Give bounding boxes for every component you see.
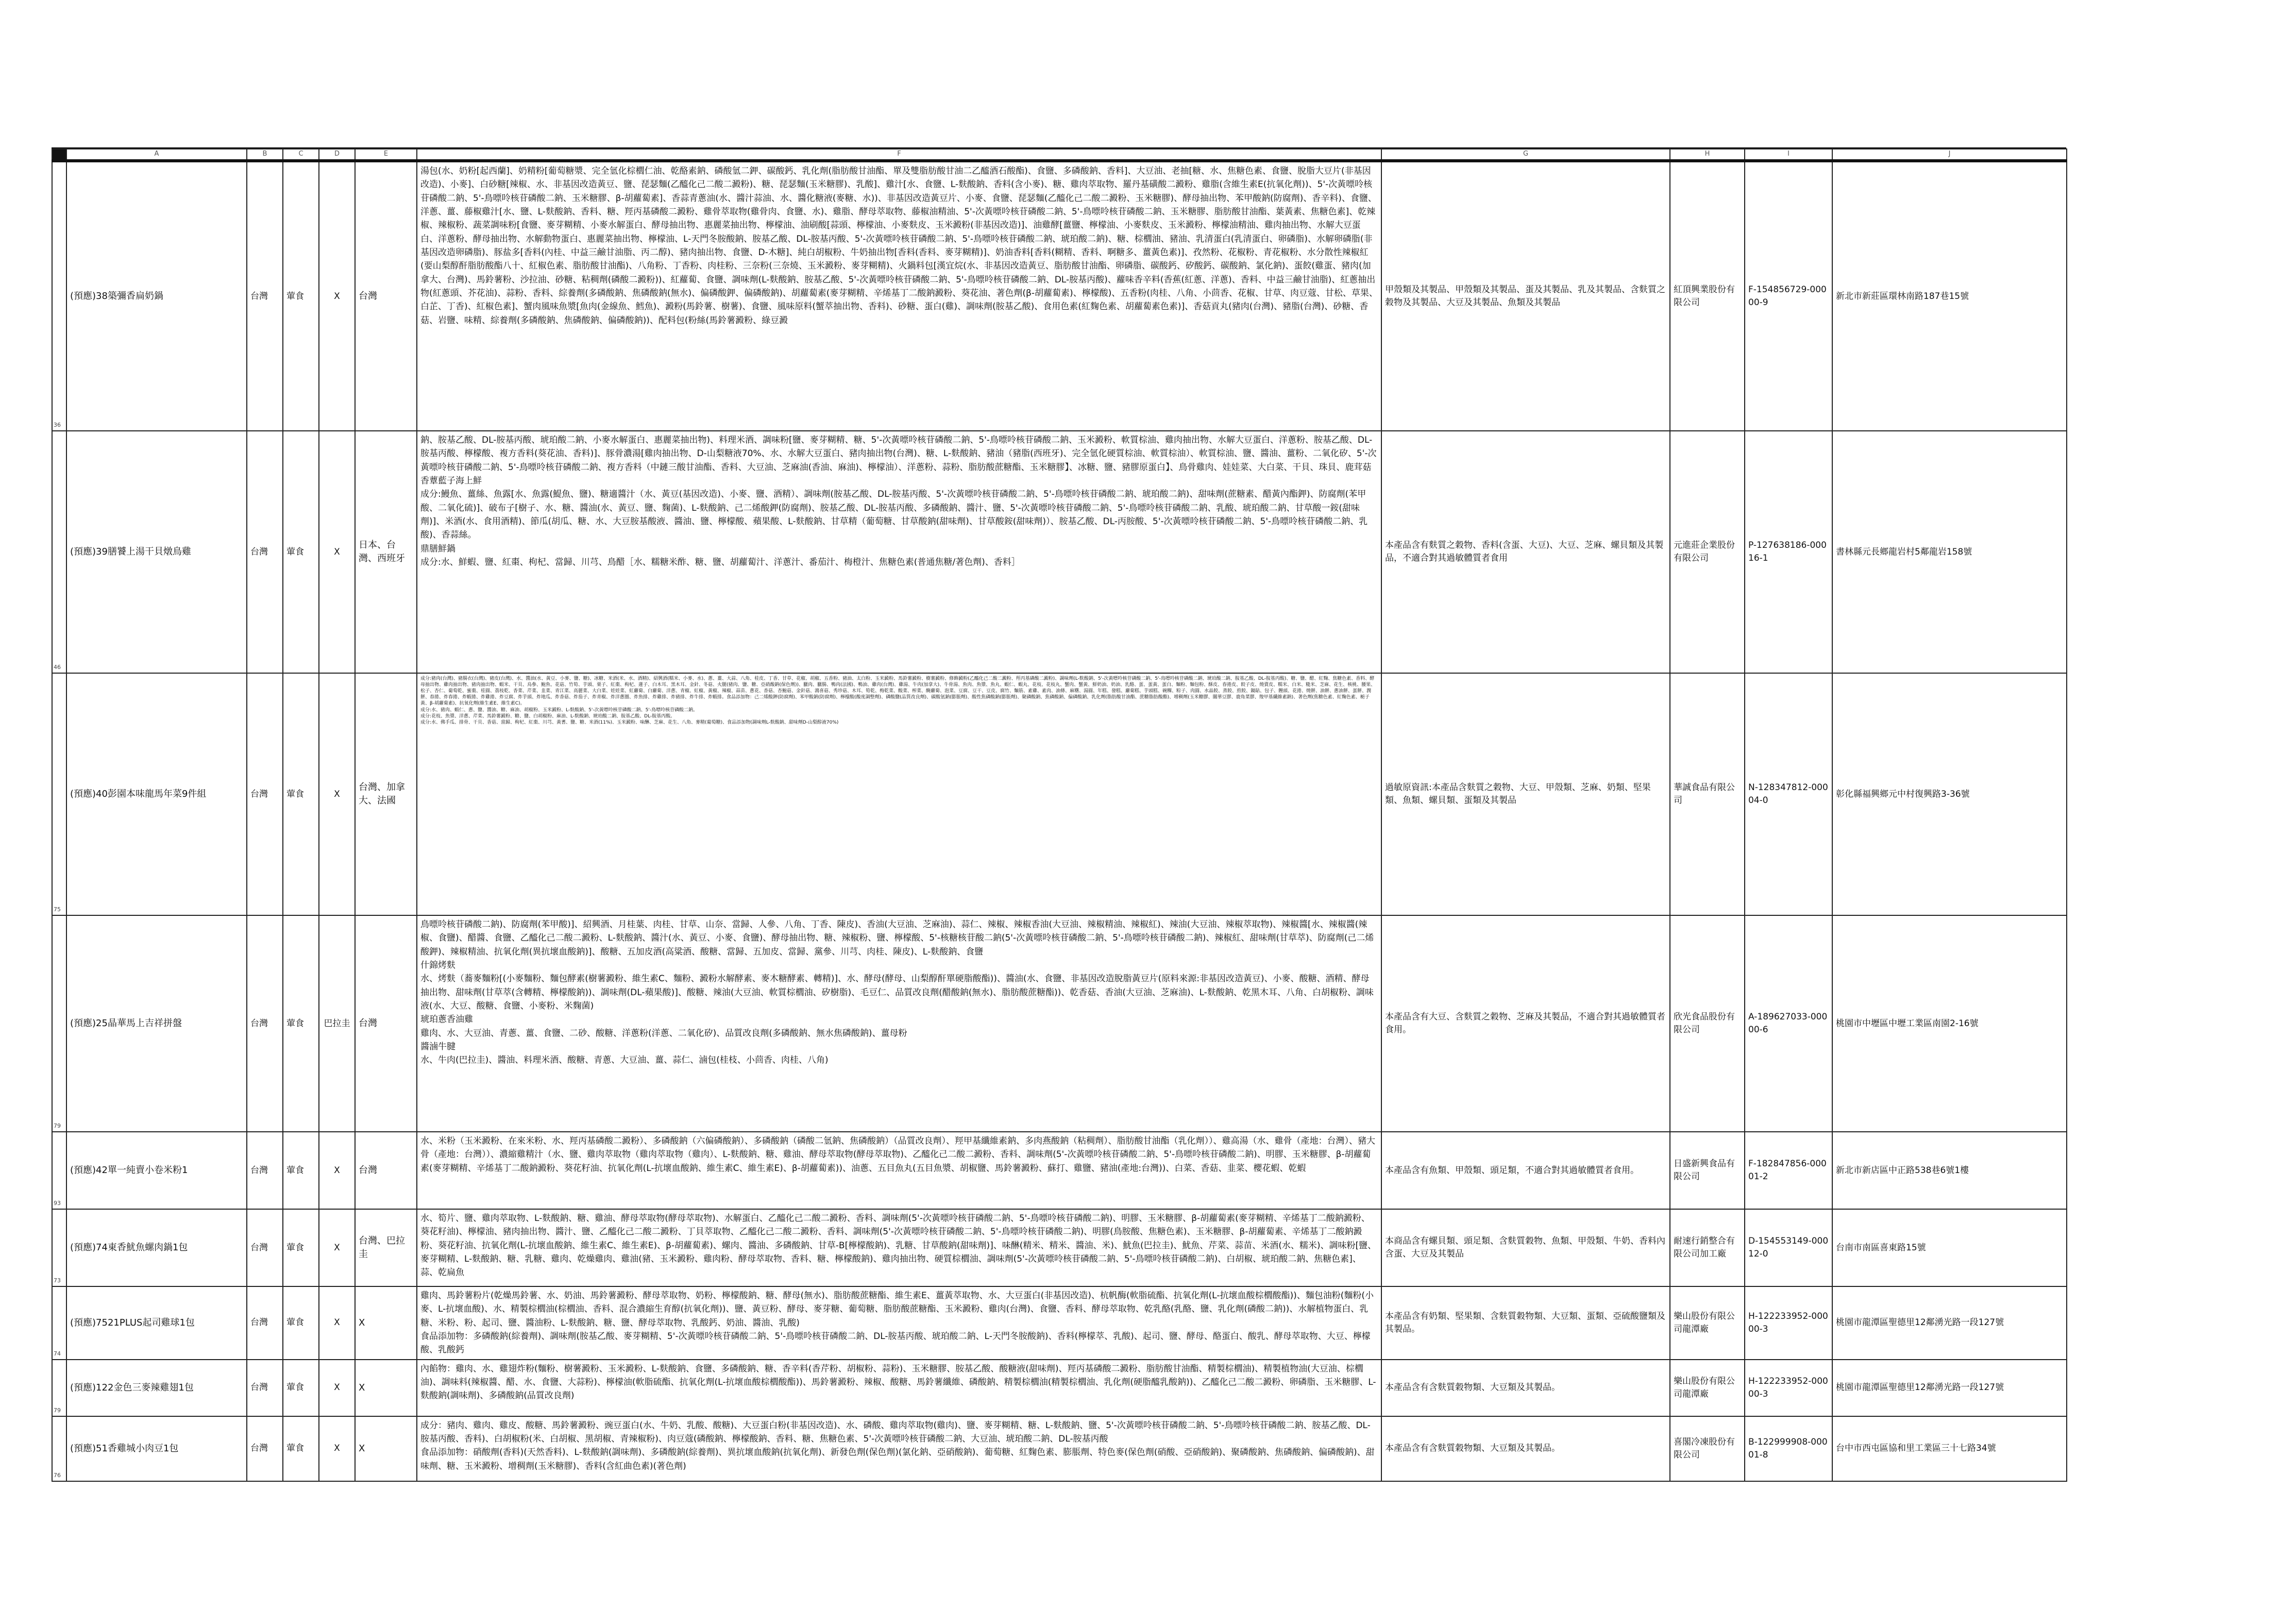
address-cell[interactable]: 新北市新店區中正路538巷6號1樓	[1832, 1132, 2067, 1209]
ingredients-cell[interactable]: 內餡物：雞肉、水、雞翅炸粉(麵粉、樹薯澱粉、玉米澱粉、L-麩酸鈉、食鹽、多磷酸鈉、糖、香辛料(香芹粉、胡椒粉、蒜粉)、玉米糖膠、胺基乙酸、酸糖液(甜味劑)、羥丙基磷酸二澱粉、脂肪酸甘油酯、精製棕櫚油)、精製植物油(大豆油、棕櫚油)、調味料(辣椒醬、醋、水、食鹽、大蒜粉)、檸檬油(軟脂硫酯、抗氧化劑(L-抗壞血酸棕櫚酸酯))、馬鈴薯澱粉、辣椒、酸糖、馬鈴薯纖維、磷酸鈉、精製棕櫚油(精製棕櫚油、乳化劑(硬脂醯乳酸鈉))、乙醯化己二酸二澱粉、卵磷脂、玉米糖膠、L-麩酸鈉(調味劑)、多磷酸鈉(品質改良劑)	[417, 1360, 1381, 1416]
ingredients-cell[interactable]: 成分：豬肉、雞肉、雞皮、酸糖、馬鈴薯澱粉、豌豆蛋白(水、牛奶、乳酸、酸糖)、大豆蛋白粉(非基因改造)、水、磷酸、雞肉萃取物(雞肉)、鹽、麥芽糊精、糖、L-麩酸鈉、鹽、5'-次黃嘌呤核苷磷酸二鈉、5'-鳥嘌呤核苷磷酸二鈉、胺基乙酸、DL-胺基丙酸、香料)、白胡椒粉(米、白胡椒、黑胡椒、青辣椒粉)、肉豆蔻(磷酸鈉、檸檬酸鈉、香料、糖、焦糖色素、5'-次黃嘌呤核苷磷酸二鈉、大豆油、琥珀酸二鈉、DL-胺基丙酸 食品添加物：硝酸劑(香料)(天然香料)、L-麩酸鈉(調味劑)、多磷酸鈉(綜養劑)、異抗壞血酸鈉(抗氧化劑)、新發色劑(保色劑)(氯化鈉、亞硝酸鈉)、葡萄糖、紅麴色素、膨脹劑、特色麥(保色劑(硝酸、亞硝酸鈉)、聚磷酸鈉、焦磷酸鈉、偏磷酸鈉)、甜味劑、糖、玉米澱粉、增稠劑(玉米糖膠)、香料(含紅曲色素)(著色劑)	[417, 1416, 1381, 1481]
company-cell[interactable]: 元進莊企業股份有限公司	[1670, 431, 1745, 673]
row-number[interactable]: 46	[52, 431, 66, 673]
ingredients-cell[interactable]: 成分:豬肉(台灣)、豬腸衣(台灣)、豬皮(台灣)、水、醬油(水、黃豆、小麥、鹽、糖)、冰糖、米酒(米、水、酒精)、紹興酒(糯米、小麥、水)、蔥、薑、大蒜、八角、桂皮、丁香、甘草、花椒、胡椒、五香粉、豬油、太白粉、玉米澱粉、馬鈴薯澱粉、樹薯澱粉、修飾澱粉(乙醯化己二酸二澱粉、羥丙基磷酸二澱粉)、調味劑(L-麩酸鈉、5'-次黃嘌呤核苷磷酸二鈉、5'-鳥嘌呤核苷磷酸二鈉、琥珀酸二鈉、胺基乙酸、DL-胺基丙酸)、糖、鹽、醋、紅麴、焦糖色素、香料、酵母抽出物、雞肉抽出物、豬肉抽出物、蝦米、干貝、烏參、鮑魚、花菇、竹筍、芋頭、栗子、紅棗、枸杞、蓮子、白木耳、黑木耳、金針、冬菇、火腿(豬肉、鹽、糖、亞硝酸鈉(保色劑))、臘肉、臘腸、鴨肉(法國)、鴨油、雞肉(台灣)、雞湯、牛肉(加拿大)、牛骨湯、魚肉、魚漿、魚丸、蝦仁、蝦丸、花枝、花枝丸、蟹肉、蟹黃、鮮奶油、奶油、乳酪、蛋、蛋黃、蛋白、麵粉、麵包粉、酥皮、春捲皮、餃子皮、燒賣皮、糯米、白米、糙米、芝麻、花生、核桃、腰果、松子、杏仁、葡萄乾、蜜棗、桂圓、荔枝乾、香菜、芹菜、韭菜、青江菜、高麗菜、大白菜、娃娃菜、紅蘿蔔、白蘿蔔、洋蔥、青椒、紅椒、黃椒、辣椒、蒜苗、蔥花、香菇、杏鮑菇、金針菇、鴻喜菇、秀珍菇、木耳、筍乾、梅乾菜、酸菜、榨菜、醃蘿蔔、泡菜、豆腐、豆干、豆皮、腐竹、麵筋、素雞、素肉、油條、麻糬、湯圓、年糕、發糕、蘿蔔糕、芋頭糕、碗粿、粽子、肉圓、水晶餃、蒸餃、煎餃、鍋貼、包子、饅頭、花捲、燒餅、油餅、蔥油餅、蛋餅、潤餅、春捲、炸春捲、炸蝦捲、炸雞捲、炸豆腐、炸芋頭、炸地瓜、炸香菇、炸茄子、炸青椒、炸洋蔥圈、炸魚排、炸雞排、炸豬排、炸牛排、炸蝦排。食品添加物：己二烯酸鉀(防腐劑)、苯甲酸鈉(防腐劑)、檸檬酸(酸度調整劑)、磷酸鹽(品質改良劑)、碳酸氫鈉(膨脹劑)、酸性焦磷酸鈉(膨脹劑)、聚磷酸鈉、焦磷酸鈉、偏磷酸鈉、乳化劑(脂肪酸甘油酯、蔗糖脂肪酸酯)、增稠劑(玉米糖膠、關華豆膠、鹿角菜膠、羧甲基纖維素鈉)、著色劑(焦糖色素、紅麴色素、梔子黃、β-胡蘿蔔素)、抗氧化劑(維生素E、維生素C)。 成分:水、豬肉、蝦仁、蔥、鹽、醬油、糖、麻油、胡椒粉、玉米澱粉、L-麩酸鈉、5'-次黃嘌呤核苷磷酸二鈉、5'-鳥嘌呤核苷磷酸二鈉。 成分:花枝、魚漿、洋蔥、芹菜、馬鈴薯澱粉、糖、鹽、白胡椒粉、麻油、L-麩酸鈉、琥珀酸二鈉、胺基乙酸、DL-胺基丙酸。 成分:水、佛手瓜、排骨、干貝、香菇、當歸、枸杞、紅棗、川芎、黃耆、鹽、糖、米酒(11%)、玉米澱粉、味醂、芝麻、花生、八角、麥精(葡萄糖)、食品添加物(調味劑L-麩酸鈉、甜味劑D-山梨醇液70%)	[417, 673, 1381, 915]
column-header-g[interactable]: G	[1381, 149, 1670, 161]
registration-cell[interactable]: D-154553149-00012-0	[1745, 1209, 1832, 1286]
table-row	[52, 1132, 2067, 1209]
company-cell[interactable]: 樂山股份有限公司龍潭廠	[1670, 1286, 1745, 1360]
registration-cell[interactable]: A-189627033-00000-6	[1745, 915, 1832, 1132]
column-header-j[interactable]: J	[1832, 149, 2067, 161]
column-header-d[interactable]: D	[319, 149, 355, 161]
origin-cell[interactable]: 台灣	[355, 1132, 417, 1209]
table-row	[52, 1360, 2067, 1416]
table-row	[52, 673, 2067, 915]
address-cell[interactable]: 彰化縣福興鄉元中村復興路3-36號	[1832, 673, 2067, 915]
product-name[interactable]: (預應)42單一純賣小卷米粉1	[66, 1132, 247, 1209]
company-cell[interactable]: 華誠食品有限公司	[1670, 673, 1745, 915]
table-row	[52, 915, 2067, 1132]
company-cell[interactable]: 日盛新興食品有限公司	[1670, 1132, 1745, 1209]
column-header-b[interactable]: B	[247, 149, 283, 161]
allergen-cell[interactable]: 本商品含有螺貝類、頭足類、含麩質穀物、魚類、甲殼類、牛奶、香料內含蛋、大豆及其製品	[1381, 1209, 1670, 1286]
allergen-cell[interactable]: 本產品含有奶類、堅果類、含麩質穀物類、大豆類、蛋類、亞硫酸鹽類及其製品。	[1381, 1286, 1670, 1360]
column-header-c[interactable]: C	[283, 149, 319, 161]
ingredients-cell[interactable]: 湯包(水、奶粉[起西蘭]、奶精粉[葡萄糖漿、完全氫化棕櫚仁油、乾酪素鈉、磷酸氫二鉀、碳酸鈣、乳化劑(脂肪酸甘油酯、單及雙脂肪酸甘油二乙醯酒石酸酯)、食鹽、多磷酸鈉、香料]、大豆油、老抽[糖、水、焦糖色素、食鹽、脫脂大豆片(非基因改造)、小麥]、白砂糖[辣椒、水、非基因改造黃豆、鹽、琵瑟麵(乙醯化己二酸二澱粉)、糖、琵瑟麵(玉米糖膠)、乳酸]、雞汁[水、食鹽、L-麩酸鈉、香料(含小麥)、糖、雞肉萃取物、羅丹基磺酸二澱粉、雞脂(含維生素E(抗氧化劑))、5'-次黃嘌呤核苷磷酸二鈉、5'-鳥嘌呤核苷磷酸二鈉、玉米糖膠、β-胡蘿蔔素]、香蒜青蔥油(水、醬汁蒜油、水、醬化糖液(麥糖、水))、非基因改造黃豆片、小麥、食鹽、琵瑟麵(乙醯化己二酸二澱粉、玉米糖膠)、酵母抽出物、苯甲酸鈉(防腐劑)、香辛料)、食鹽、洋蔥、薑、藤椒雞汁[水、鹽、L-麩酸鈉、香料、糖、羥丙基磷酸二澱粉、雞骨萃取物(雞骨肉、食鹽、水)、雞脂、酵母萃取物、藤椒油精油、5'-次黃嘌呤核苷磷酸二鈉、5'-鳥嘌呤核苷磷酸二鈉、玉米糖膠、脂肪酸甘油酯、葉黃素、焦糖色素]、乾辣椒、辣椒粉、蔬菜調味粉[食鹽、麥芽糊精、小麥水解蛋白、酵母抽出物、惠麗菜抽出物、檸檬油、油刷酸[蒜頭、檸檬油、小麥麩皮、玉米澱粉(非基因改造)]、油雞酵[薑鹽、檸檬油、小麥麩皮、玉米澱粉、檸檬油精油、雞肉抽出物、水解大豆蛋白、洋蔥粉、酵母抽出物、水解動物蛋白、惠麗菜抽出物、檸檬油、L-天門冬胺酸鈉、胺基乙酸、DL-胺基丙酸、5'-次黃嘌呤核苷磷酸二鈉、5'-鳥嘌呤核苷磷酸二鈉、琥珀酸二鈉)、糖、棕櫚油、豬油、乳清蛋白(乳清蛋白、卵磷脂)、水解卵磷脂(非基因改造卵磷脂)、豚盐多[香料(內桂、中益三鹼甘油脂、丙二醇)、豬肉抽出物、食鹽、D-木糖]、純白胡椒粉、牛奶抽出物[香料(香料、麥芽糊精)]、奶油香料[香料(糊精、香料、啊糖多、薑黃色素)]、孜然粉、花椒粉、青花椒粉、水分散性辣椒紅(要山梨醇酐脂肪酸酯八十、紅椒色素、脂肪酸甘油酯)、八角粉、丁香粉、肉桂粉、三奈粉(三奈燒、玉米澱粉、麥芽糊精)、火鍋料包[漢宜烷(水、非基因改造黃豆、脂肪酸甘油酯、卵磷脂、碳酸鈣、矽酸鈣、碳酸鈉、氯化鈉)、蛋餃(雞蛋、豬肉(加拿大、台灣)、馬鈴薯粉、沙拉油、砂糖、粘稠劑(磷酸二澱粉))、紅蘿蔔、食鹽、調味劑(L-麩酸鈉、胺基乙酸、5'-次黃嘌呤核苷磷酸二鈉、5'-鳥嘌呤核苷磷酸二鈉、DL-胺基丙酸)、蘿味香辛料(香蕉(紅蔥、洋蔥)、香料、中益三鹼甘油脂)、紅蔥抽出物(紅蔥頭、芥花油)、蒜粉、香料、綜養劑(多磷酸鈉、焦磷酸鈉(無水)、偏磷酸鉀、偏磷酸鈉)、胡蘿蔔素(麥芽糊精、辛烯基丁二酸鈉澱粉、葵花油、著色劑(β-胡蘿蔔素)、檸檬酸)、五香粉(肉桂、八角、小茴香、花椒、甘草、肉豆蔻、甘松、草果、白芷、丁香)、紅椒色素]、蟹肉風味魚漿[魚肉(金線魚、鱈魚)、澱粉(馬鈴薯、樹薯)、食鹽、風味原料(蟹萃抽出物、香料)、砂糖、蛋白(雞)、調味劑(胺基乙酸)、食用色素(紅麴色素、胡蘿蔔素色素)]、香菇貢丸(豬肉(台灣)、豬脂(台灣)、砂糖、香菇、岩鹽、味精、綜養劑(多磷酸鈉、焦磷酸鈉、偏磷酸鈉))、配料包(粉絲(馬鈴薯澱粉、綠豆澱	[417, 161, 1381, 431]
table-row	[52, 1286, 2067, 1360]
origin-cell[interactable]: X	[355, 1360, 417, 1416]
column-header-row	[52, 149, 2067, 161]
mark-cell[interactable]: X	[319, 431, 355, 673]
region-cell[interactable]: 台灣	[247, 1360, 283, 1416]
allergen-cell[interactable]: 本產品含有大豆、含麩質之穀物、芝麻及其製品，不適合對其過敏體質者食用。	[1381, 915, 1670, 1132]
row-number[interactable]: 76	[52, 1416, 66, 1481]
mark-cell[interactable]: X	[319, 1286, 355, 1360]
region-cell[interactable]: 台灣	[247, 1286, 283, 1360]
table-row	[52, 431, 2067, 673]
company-cell[interactable]: 耐速行銷整合有限公司加工廠	[1670, 1209, 1745, 1286]
type-cell[interactable]: 葷食	[283, 161, 319, 431]
address-cell[interactable]: 桃園市中壢區中壢工業區南園2-16號	[1832, 915, 2067, 1132]
registration-cell[interactable]: F-154856729-00000-9	[1745, 161, 1832, 431]
region-cell[interactable]: 台灣	[247, 673, 283, 915]
registration-cell[interactable]: P-127638186-00016-1	[1745, 431, 1832, 673]
row-number[interactable]: 74	[52, 1286, 66, 1360]
registration-cell[interactable]: B-122999908-00001-8	[1745, 1416, 1832, 1481]
registration-cell[interactable]: H-122233952-00000-3	[1745, 1360, 1832, 1416]
origin-cell[interactable]: X	[355, 1286, 417, 1360]
registration-cell[interactable]: N-128347812-00004-0	[1745, 673, 1832, 915]
address-cell[interactable]: 桃園市龍潭區聖德里12鄰湧光路一段127號	[1832, 1286, 2067, 1360]
product-name[interactable]: (預應)25晶華馬上吉祥拼盤	[66, 915, 247, 1132]
product-name[interactable]: (預應)7521PLUS起司雞球1包	[66, 1286, 247, 1360]
ingredients-cell[interactable]: 鳥嘌呤核苷磷酸二鈉)、防腐劑(苯甲酸)]、紹興酒、月桂葉、肉桂、甘草、山奈、當歸、人參、八角、丁香、陳皮)、香油(大豆油、芝麻油)、蒜仁、辣椒、辣椒香油(大豆油、辣椒精油、辣椒紅)、辣油(大豆油、辣椒萃取物)、辣椒醬[水、辣椒醬(辣椒、食鹽)、醋醬、食鹽、乙醯化己二酸二澱粉、L-麩酸鈉、醬汁(水、黃豆、小麥、食鹽)、酵母抽出物、糖、辣椒粉、鹽、檸檬酸、5'-核糖核苷酸二鈉(5'-次黃嘌呤核苷磷酸二鈉、5'-鳥嘌呤核苷磷酸二鈉)、辣椒紅、甜味劑(甘草萃)、防腐劑(己二烯酸鉀)、辣椒精油、抗氧化劑(異抗壞血酸鈉)]、酸糖、五加皮酒(高粱酒、酸糖、當歸、五加皮、當歸、黨參、川芎、肉桂、陳皮)、L-麩酸鈉、食鹽 什錦烤麩 水、烤麩（蕎麥麵粉[(小麥麵粉、麵包酵素(樹薯澱粉、維生素C、麵粉、澱粉水解酵素、麥木糖酵素、轉精)]、水、酵母(酵母、山梨醇酐單硬脂酸酯))、醬油(水、食鹽、非基因改造脫脂黃豆片(原料來源:非基因改造黃豆)、小麥、酸糖、酒精、酵母抽出物、甜味劑(甘草萃(含轉精、檸檬酸鈉))、調味劑(DL-蘋果酸)]、酸糖、辣油(大豆油、軟質棕櫚油、矽樹脂)、毛豆仁、品質改良劑(醋酸鈉(無水)、脂肪酸蔗糖酯))、乾香菇、香油(大豆油、芝麻油)、L-麩酸鈉、乾黑木耳、八角、白胡椒粉、調味液(水、大豆、酸糖、食鹽、小麥粉、米麴菌) 琥珀蔥香油雞 雞肉、水、大豆油、青蔥、薑、食鹽、二砂、酸糖、洋蔥粉(洋蔥、二氧化矽)、品質改良劑(多磷酸鈉、無水焦磷酸鈉)、薑母粉 醬滷牛腱 水、牛肉(巴拉圭)、醬油、料理米酒、酸糖、青蔥、大豆油、薑、蒜仁、滷包(桂枝、小茴香、肉桂、八角)	[417, 915, 1381, 1132]
type-cell[interactable]: 葷食	[283, 431, 319, 673]
allergen-cell[interactable]: 本產品含有魚類、甲殼類、頭足類，不適合對其過敏體質者食用。	[1381, 1132, 1670, 1209]
company-cell[interactable]: 紅頂興業股份有限公司	[1670, 161, 1745, 431]
type-cell[interactable]: 葷食	[283, 915, 319, 1132]
region-cell[interactable]: 台灣	[247, 1209, 283, 1286]
table-row	[52, 1209, 2067, 1286]
type-cell[interactable]: 葷食	[283, 1209, 319, 1286]
origin-cell[interactable]: 台灣	[355, 915, 417, 1132]
region-cell[interactable]: 台灣	[247, 161, 283, 431]
allergen-cell[interactable]: 本產品含有麩質之穀物、香料(含蛋、大豆)、大豆、芝麻、螺貝類及其製品，不適合對其過敏體質者食用	[1381, 431, 1670, 673]
column-header-h[interactable]: H	[1670, 149, 1745, 161]
table-row	[52, 161, 2067, 431]
origin-cell[interactable]: 日本、台灣、西班牙	[355, 431, 417, 673]
mark-cell[interactable]: X	[319, 1209, 355, 1286]
ingredients-cell[interactable]: 水、米粉（玉米澱粉、在來米粉、水、羥丙基磷酸二澱粉）、多磷酸鈉（六偏磷酸鈉）、多磷酸鈉（磷酸二氫鈉、焦磷酸鈉）（品質改良劑）、羥甲基纖維素鈉、多肉燕酸鈉（粘稠劑）、脂肪酸甘油酯（乳化劑））、雞高湯（水、雞骨（產地：台灣）、豬大骨（產地：台灣））、濃縮雞精汁（水、鹽、雞肉萃取物（雞肉萃取物（雞肉）、L-麩酸鈉、糖、雞油、酵母萃取物(酵母萃取物)、乙醯化己二酸二澱粉、香料、調味劑(5'-次黃嘌呤核苷磷酸二鈉、5'-鳥嘌呤核苷磷酸二鈉)、明膠、玉米糖膠、β-胡蘿蔔素(麥芽糊精、辛烯基丁二酸鈉澱粉、葵花籽油、抗氧化劑(L-抗壞血酸鈉、維生素C、維生素E)、β-胡蘿蔔素))、油蔥、五目魚丸(五目魚漿、胡椒鹽、馬鈴薯澱粉、蘇打、雞鹽、豬油(產地:台灣))、白菜、香菇、韭菜、櫻花蝦、乾蝦	[417, 1132, 1381, 1209]
row-number[interactable]: 93	[52, 1132, 66, 1209]
region-cell[interactable]: 台灣	[247, 1132, 283, 1209]
region-cell[interactable]: 台灣	[247, 431, 283, 673]
mark-cell[interactable]: X	[319, 1360, 355, 1416]
product-table	[52, 148, 2067, 1482]
row-number[interactable]: 73	[52, 1209, 66, 1286]
registration-cell[interactable]: H-122233952-00000-3	[1745, 1286, 1832, 1360]
product-name[interactable]: (預應)40彭園本味龍馬年菜9件組	[66, 673, 247, 915]
allergen-cell[interactable]: 本產品含有含麩質穀物類、大豆類及其製品。	[1381, 1416, 1670, 1481]
ingredients-cell[interactable]: 水、筍片、鹽、雞肉萃取物、L-麩酸鈉、糖、雞油、酵母萃取物(酵母萃取物)、水解蛋白、乙醯化己二酸二澱粉、香料、調味劑(5'-次黃嘌呤核苷磷酸二鈉、5'-鳥嘌呤核苷磷酸二鈉)、明膠、玉米糖膠、β-胡蘿蔔素(麥芽糊精、辛烯基丁二酸鈉澱粉、葵花籽油)、檸檬油、豬肉抽出物、醬汁、鹽、乙醯化己二酸二澱粉、丁貝萃取物、乙醯化己二酸二澱粉、香料、調味劑(5'-次黃嘌呤核苷磷酸二鈉、5'-鳥嘌呤核苷磷酸二鈉)、明膠(鳥胺酸、焦糖色素)、玉米糖膠、β-胡蘿蔔素、辛烯基丁二酸鈉澱粉、葵花籽油、抗氧化劑(L-抗壞血酸鈉、維生素C、維生素E)、β-胡蘿蔔素)、螺肉、醬油、多磷酸鈉、甘草-B[檸檬酸鈉)、乳糖、甘草酸鈉(甜味劑)]、味醂(精米、精米、醬油、米)、魷魚(巴拉圭)、魷魚、芹菜、蒜苗、米酒(水、糯米)、調味粉[鹽、麥芽糊精、L-麩酸鈉、糖、乳糖、雞肉、乾燥雞肉、雞油(豬、玉米澱粉、雞肉粉、酵母萃取物、香料、糖、檸檬酸鈉)、雞肉抽出物、硬質棕櫚油、調味劑(5'-次黃嘌呤核苷磷酸二鈉、5'-鳥嘌呤核苷磷酸二鈉)、白胡椒、琥珀酸二鈉、焦糖色素]、蒜、乾扁魚	[417, 1209, 1381, 1286]
column-header-e[interactable]: E	[355, 149, 417, 161]
origin-cell[interactable]: X	[355, 1416, 417, 1481]
origin-cell[interactable]: 台灣、加拿大、法國	[355, 673, 417, 915]
mark-cell[interactable]: X	[319, 1416, 355, 1481]
product-name[interactable]: (預應)39膳饕上湯干貝燉鳥雞	[66, 431, 247, 673]
address-cell[interactable]: 台南市南區喜東路15號	[1832, 1209, 2067, 1286]
column-header-a[interactable]: A	[66, 149, 247, 161]
type-cell[interactable]: 葷食	[283, 1132, 319, 1209]
product-name[interactable]: (預應)122金色三麥辣雞翅1包	[66, 1360, 247, 1416]
row-number[interactable]: 36	[52, 161, 66, 431]
ingredients-cell[interactable]: 雞肉、馬鈴薯粉片(乾燥馬鈴薯、水、奶油、馬鈴薯澱粉、酵母萃取物、奶粉、檸檬酸鈉、糖、酵母(無水)、脂肪酸蔗糖酯、維生素E、薑黃萃取物、水、大豆蛋白(非基因改造)、杭帆酶(軟脂硫酯、抗氧化劑(L-抗壞血酸棕櫚酸酯))、麵包油粉(麵粉(小麥、L-抗壞血酸)、水、精製棕櫚油(棕櫚油、香料、混合濃縮生育醇(抗氧化劑))、鹽、黃豆粉、酵母、麥芽糖、葡萄糖、脂肪酸蔗糖酯、玉米澱粉、雞肉(台灣)、食鹽、香料、酵母萃取物、乾乳酪(乳酪、鹽、乳化劑(磷酸二鈉))、水解植物蛋白、乳糖、米粉、粉、起司、鹽、醬油粉、L-麩酸鈉、糖、鹽、酵母萃取物、乳酸鈣、奶油、醬油、乳酸) 食品添加物：多磷酸鈉(綜養劑)、調味劑(胺基乙酸、麥芽糊精、5'-次黃嘌呤核苷磷酸二鈉、5'-鳥嘌呤核苷磷酸二鈉、DL-胺基丙酸、琥珀酸二鈉、L-天門冬胺酸鈉)、香料(檸檬萃、乳酸)、起司、鹽、酵母、酪蛋白、酸乳、酵母萃取物、大豆、檸檬酸、乳酸鈣	[417, 1286, 1381, 1360]
mark-cell[interactable]: X	[319, 161, 355, 431]
column-header-i[interactable]: I	[1745, 149, 1832, 161]
table-row	[52, 1416, 2067, 1481]
allergen-cell[interactable]: 甲殼類及其製品、甲殼類及其製品、蛋及其製品、乳及其製品、含麩質之穀物及其製品、大豆及其製品、魚類及其製品	[1381, 161, 1670, 431]
origin-cell[interactable]: 台灣	[355, 161, 417, 431]
address-cell[interactable]: 書林縣元長鄉龍岩村5鄰龍岩158號	[1832, 431, 2067, 673]
company-cell[interactable]: 樂山股份有限公司龍潭廠	[1670, 1360, 1745, 1416]
address-cell[interactable]: 新北市新莊區環林南路187巷15號	[1832, 161, 2067, 431]
type-cell[interactable]: 葷食	[283, 1360, 319, 1416]
region-cell[interactable]: 台灣	[247, 1416, 283, 1481]
origin-cell[interactable]: 台灣、巴拉圭	[355, 1209, 417, 1286]
mark-cell[interactable]: X	[319, 673, 355, 915]
row-number[interactable]: 75	[52, 673, 66, 915]
type-cell[interactable]: 葷食	[283, 673, 319, 915]
allergen-cell[interactable]: 過敏原資訊:本產品含麩質之穀物、大豆、甲殼類、芝麻、奶類、堅果類、魚類、螺貝類、蛋類及其製品	[1381, 673, 1670, 915]
registration-cell[interactable]: F-182847856-00001-2	[1745, 1132, 1832, 1209]
spreadsheet	[52, 148, 2066, 1482]
company-cell[interactable]: 喜閣冷凍股份有限公司	[1670, 1416, 1745, 1481]
address-cell[interactable]: 桃園市龍潭區聖德里12鄰湧光路一段127號	[1832, 1360, 2067, 1416]
row-number[interactable]: 79	[52, 915, 66, 1132]
column-header-f[interactable]: F	[417, 149, 1381, 161]
product-name[interactable]: (預應)38築彌香扁奶鍋	[66, 161, 247, 431]
type-cell[interactable]: 葷食	[283, 1286, 319, 1360]
ingredients-cell[interactable]: 鈉、胺基乙酸、DL-胺基丙酸、琥珀酸二鈉、小麥水解蛋白、惠麗菜抽出物)、料理米酒、調味粉[鹽、麥芽糊精、糖、5'-次黃嘌呤核苷磷酸二鈉、5'-鳥嘌呤核苷磷酸二鈉、玉米澱粉、軟質棕油、雞肉抽出物、水解大豆蛋白、洋蔥粉、胺基乙酸、DL-胺基丙酸、檸檬酸、複方香料(葵花油、香料)]、豚骨濃湯[雞肉抽出物、D-山梨糖液70%、水、水解大豆蛋白、豬肉抽出物(台灣)、糖、L-麩酸鈉、豬油（豬脂(西班牙)、完全氫化硬質棕油、軟質棕油）、軟質棕油、鹽、醬油、薑粉、二氧化矽、5'-次黃嘌呤核苷磷酸二鈉、5'-鳥嘌呤核苷磷酸二鈉、複方香料（中鏈三酸甘油酯、香料、大豆油、芝麻油(香油、麻油)、檸檬油）、洋蔥粉、蒜粉、脂肪酸蔗糖酯、玉米糖膠】、冰糖、鹽、豬膠原蛋白】、鳥骨雞肉、娃娃菜、大白菜、干貝、珠貝、鹿茸菇香蕈藍子海上鮮 成分:鰻魚、薑絲、魚露[水、魚露(鯷魚、鹽)、糖適醬汁（水、黃豆(基因改造)、小麥、鹽、酒精）、調味劑(胺基乙酸、DL-胺基丙酸、5'-次黃嘌呤核苷磷酸二鈉、5'-鳥嘌呤核苷磷酸二鈉、琥珀酸二鈉)、甜味劑(蔗糖素、醋黃內酯鉀)、防腐劑(苯甲酸、二氧化硫)]、破布子[樹子、水、糖、醬油(水、黃豆、鹽、麴菌)、L-麩酸鈉、己二烯酸鉀(防腐劑)、胺基乙酸、DL-胺基丙酸、多磷酸鈉、醬汁、鹽、5'-次黃嘌呤核苷磷酸二鈉、5'-鳥嘌呤核苷磷酸二鈉、乳酸、琥珀酸二鈉、甘草酸一銨(甜味劑)]、米酒(水、食用酒精)、節瓜(胡瓜、糖、水、大豆胺基酸液、醬油、鹽、檸檬酸、蘋果酸、L-麩酸鈉、甘草精（葡萄糖、甘草酸鈉(甜味劑)、甘草酸銨(甜味劑)）、胺基乙酸、DL-丙胺酸、5'-次黃嘌呤核苷磷酸二鈉、5'-鳥嘌呤核苷磷酸二鈉、乳酸)、香蒜絲。 鼎膳鮮鍋 成分:水、鮮蝦、鹽、紅棗、枸杞、當歸、川芎、鳥醋［水、糯糖米酢、糖、鹽、胡蘿蔔汁、洋蔥汁、番茄汁、梅橙汁、焦糖色素(普通焦糖/著色劑)、香料］	[417, 431, 1381, 673]
row-number[interactable]: 79	[52, 1360, 66, 1416]
mark-cell[interactable]: X	[319, 1132, 355, 1209]
select-all-corner[interactable]	[52, 149, 66, 161]
allergen-cell[interactable]: 本產品含有含麩質穀物類、大豆類及其製品。	[1381, 1360, 1670, 1416]
company-cell[interactable]: 欣光食品股份有限公司	[1670, 915, 1745, 1132]
mark-cell[interactable]: 巴拉圭	[319, 915, 355, 1132]
region-cell[interactable]: 台灣	[247, 915, 283, 1132]
type-cell[interactable]: 葷食	[283, 1416, 319, 1481]
product-name[interactable]: (預應)51香雞城小肉豆1包	[66, 1416, 247, 1481]
product-name[interactable]: (預應)74東香魷魚螺肉鍋1包	[66, 1209, 247, 1286]
address-cell[interactable]: 台中市西屯區協和里工業區三十七路34號	[1832, 1416, 2067, 1481]
